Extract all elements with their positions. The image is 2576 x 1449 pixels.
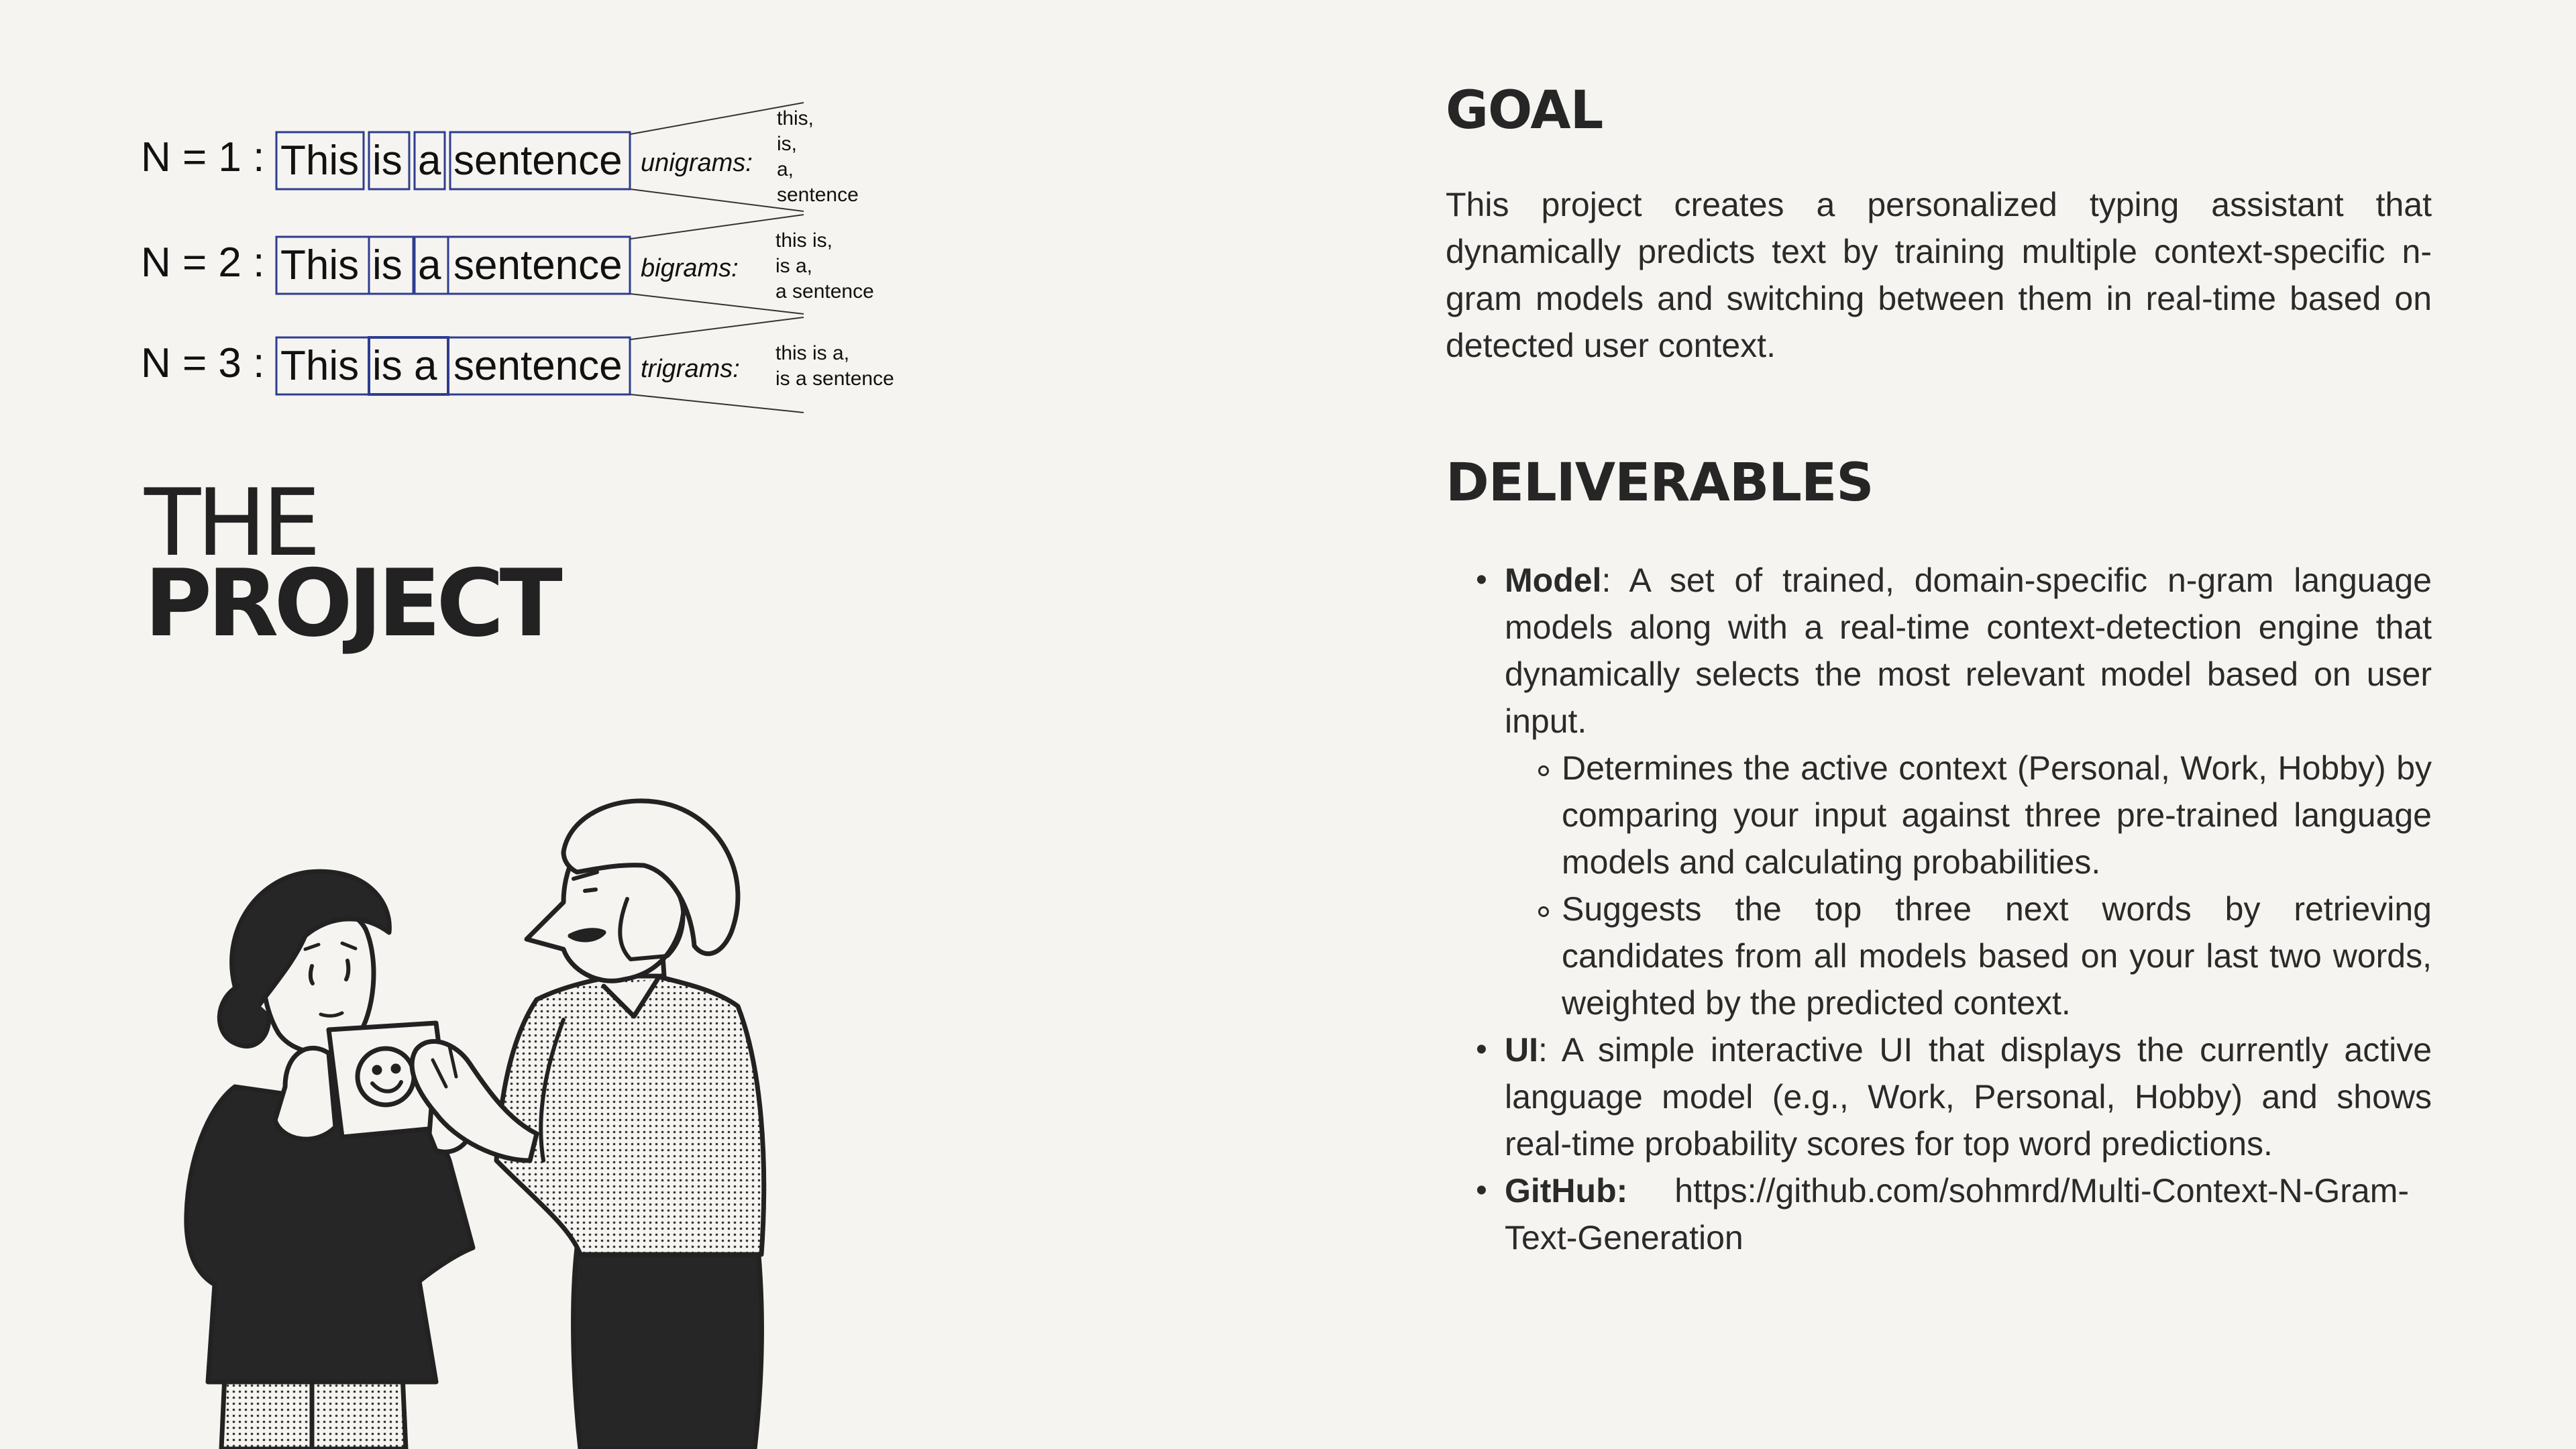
model-sublist — [1505, 745, 2432, 1026]
token-text: This — [280, 343, 360, 389]
ui-label: UI — [1505, 1031, 1538, 1069]
goal-text: This project creates a personalized typing assistant that dynamically predicts text by training multiple context-specific n-gram models and switching between them in real-time based on detected user context. — [1446, 186, 2432, 364]
github-label: GitHub: — [1505, 1172, 1628, 1210]
ngram-output: is a sentence — [775, 368, 894, 390]
ngram-kind-label: unigrams: — [641, 149, 753, 177]
two-people-discussing-illustration — [134, 785, 792, 1449]
token-text: is — [372, 242, 402, 288]
people-illustration-icon — [134, 785, 792, 1449]
ngram-output: this is, — [775, 229, 833, 252]
ngram-output: a, — [777, 158, 794, 180]
deliverable-model — [1446, 557, 2432, 1026]
title-line-2: PROJECT — [144, 549, 558, 657]
ngram-row-1-label: N = 1 : — [141, 134, 265, 180]
deliverables-heading: DELIVERABLES — [1446, 453, 1874, 513]
github-link[interactable]: https://github.com/sohmrd/Multi-Context-N-Gram-Text-Generation — [1505, 1172, 2410, 1256]
ngram-output: this is a, — [775, 342, 850, 364]
token-text: a — [418, 138, 441, 184]
token-text: sentence — [453, 343, 623, 389]
ngram-output: a sentence — [775, 280, 874, 303]
deliverable-ui — [1446, 1026, 2432, 1167]
token-text: sentence — [453, 242, 623, 288]
ngram-kind-label: bigrams: — [641, 254, 739, 282]
ngram-diagram — [141, 101, 946, 423]
token-text: is — [372, 138, 402, 184]
ngram-kind-label: trigrams: — [641, 355, 740, 383]
deliverable-github — [1446, 1167, 2432, 1261]
ngram-diagram-svg — [141, 101, 946, 423]
deliverables-list — [1446, 557, 2432, 1261]
model-text: : A set of trained, domain-specific n-gram language models along with a real-time context-detection engine that dynamically selects the most relevant model based on user input. — [1505, 561, 2432, 740]
ngram-output: this, — [777, 107, 814, 129]
goal-heading: GOAL — [1446, 80, 1603, 141]
model-label: Model — [1505, 561, 1602, 599]
bracket-line — [631, 394, 804, 413]
ngram-row-2-label: N = 2 : — [141, 239, 265, 286]
model-subitem: Suggests the top three next words by retrieving candidates from all models based on your last two words, weighted by the predicted context. — [1505, 885, 2432, 1026]
token-text: sentence — [453, 138, 623, 184]
title-line-1: THE — [144, 469, 317, 577]
token-text: is a — [372, 343, 437, 389]
ngram-row-3-label: N = 3 : — [141, 340, 265, 386]
ui-text: : A simple interactive UI that displays the currently active language model (e.g., Work, Personal, Hobby) and shows real-time probability scores for top word predictions. — [1505, 1031, 2432, 1163]
ngram-output: is, — [777, 133, 797, 155]
project-title — [144, 469, 558, 657]
token-text: This — [280, 242, 360, 288]
ngram-output: sentence — [777, 184, 859, 206]
bracket-line — [631, 317, 804, 339]
model-subitem: Determines the active context (Personal, Work, Hobby) by comparing your input against three pre-trained language models and calculating probabilities. — [1505, 745, 2432, 885]
token-text: a — [418, 242, 441, 288]
ngram-output: is a, — [775, 255, 813, 277]
token-text: This — [280, 138, 360, 184]
